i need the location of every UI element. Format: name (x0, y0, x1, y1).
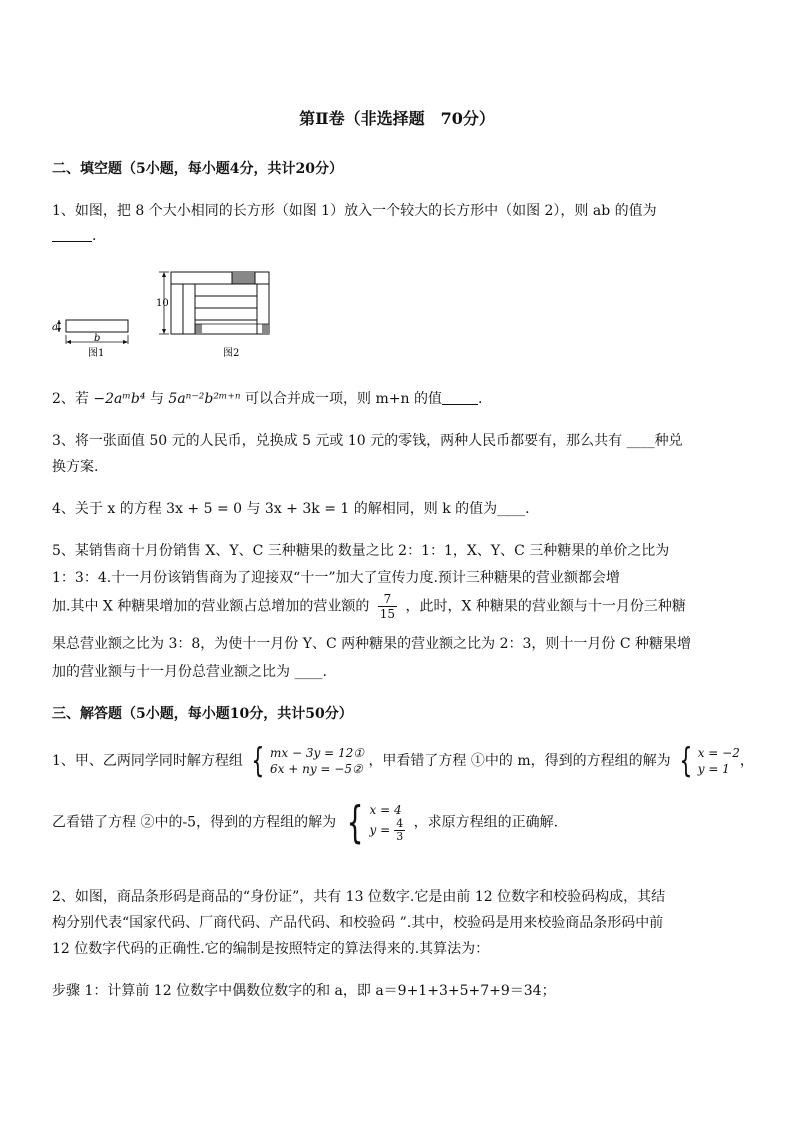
s3-q2-line3: 12 位数字代码的正确性.它的编制是按照特定的算法得来的.其算法为： (52, 941, 490, 957)
fig1-caption: 图1 (88, 348, 105, 359)
section-solve-heading: 三、解答题（5小题，每小题10分，共计50分） (52, 706, 353, 722)
fraction-7-15: $\frac{7}{15}$ (379, 592, 396, 621)
q3-text-line2: 换方案. (52, 459, 99, 475)
page-title: 第Ⅱ卷（非选择题 70分） (299, 109, 495, 128)
figure-1 (50, 312, 132, 362)
answer-blank (442, 392, 478, 405)
label-10: 10 (156, 298, 169, 309)
q1-text-line2: . (52, 228, 96, 244)
q5-text-line1: 5、某销售商十月份销售 X、Y、C 三种糖果的数量之比 2：1：1，X、Y、C 三种糖果的单价之比为 (52, 543, 670, 559)
expr-2: 5aⁿ⁻²b²ᵐ⁺ⁿ (168, 391, 241, 407)
s3-q2-line1: 2、如图，商品条形码是商品的“身份证”，共有 13 位数字.它是由前 12 位数字和校验码构成，其结 (52, 889, 666, 905)
label-b: b (94, 333, 101, 344)
q4-text: 4、关于 x 的方程 3x + 5 = 0 与 3x + 3k = 1 的解相同，则 k 的值为____. (52, 501, 530, 517)
s3-q1-line2: 乙看错了方程 ②中的-5，得到的方程组的解为 { x = 4 y = $\frac{4}{3}$ ，求原方程组的正确解. (52, 796, 559, 848)
q1-text-line1: 1、如图，把 8 个大小相同的长方形（如图 1）放入一个较大的长方形中（如图 2），则 ab 的值为 (52, 203, 657, 219)
q5-text-line4: 果总营业额之比为 3：8，为使十一月份 Y、C 两种糖果的营业额之比为 2：3，则十一月份 C 种糖果增 (52, 636, 691, 652)
section-fill-blank-heading: 二、填空题（5小题，每小题4分，共计20分） (52, 161, 343, 177)
fig2-caption: 图2 (223, 348, 240, 359)
answer-blank (52, 229, 92, 242)
s3-q2-step1: 步骤 1：计算前 12 位数字中偶数位数字的和 a，即 a＝9+1+3+5+7+9＝34； (52, 983, 556, 999)
s3-q2-line2: 构分别代表“国家代码、厂商代码、产品代码、和校验码 ”.其中，校验码是用来校验商品条形码中前 (52, 915, 664, 931)
q3-text-line1: 3、将一张面值 50 元的人民币，兑换成 5 元或 10 元的零钱，两种人民币都要有，那么共有 ____种兑 (52, 433, 683, 449)
small-rectangle (66, 320, 128, 332)
expr-1: −2aᵐb⁴ (93, 391, 146, 407)
q5-text-line3: 加.其中 X 种糖果增加的营业额占总增加的营业额的 $\frac{7}{15}$ ，此时，X 种糖果的营业额与十一月份三种糖 (52, 592, 686, 621)
s3-q1-line1: 1、甲、乙两同学同时解方程组 { mx − 3y = 12① 6x + ny = −5② ，甲看错了方程 ①中的 m，得到的方程组的解为 { x = −2 y = 1 ， (52, 741, 754, 781)
label-a: a (52, 322, 58, 333)
equation-system: { mx − 3y = 12① 6x + ny = −5② (251, 741, 364, 781)
q2-text: 2、若 −2aᵐb⁴ 与 5aⁿ⁻²b²ᵐ⁺ⁿ 可以合并成一项，则 m+n 的值 . (52, 391, 483, 407)
figure-2 (155, 268, 273, 362)
q5-text-line5: 加的营业额与十一月份总营业额之比为 ____. (52, 664, 327, 680)
solution-2: { x = 4 y = $\frac{4}{3}$ (346, 796, 404, 848)
solution-1: { x = −2 y = 1 (679, 741, 740, 781)
q5-text-line2: 1：3：4.十一月份该销售商为了迎接双“十一”加大了宣传力度.预计三种糖果的营业额都会增 (52, 570, 620, 586)
